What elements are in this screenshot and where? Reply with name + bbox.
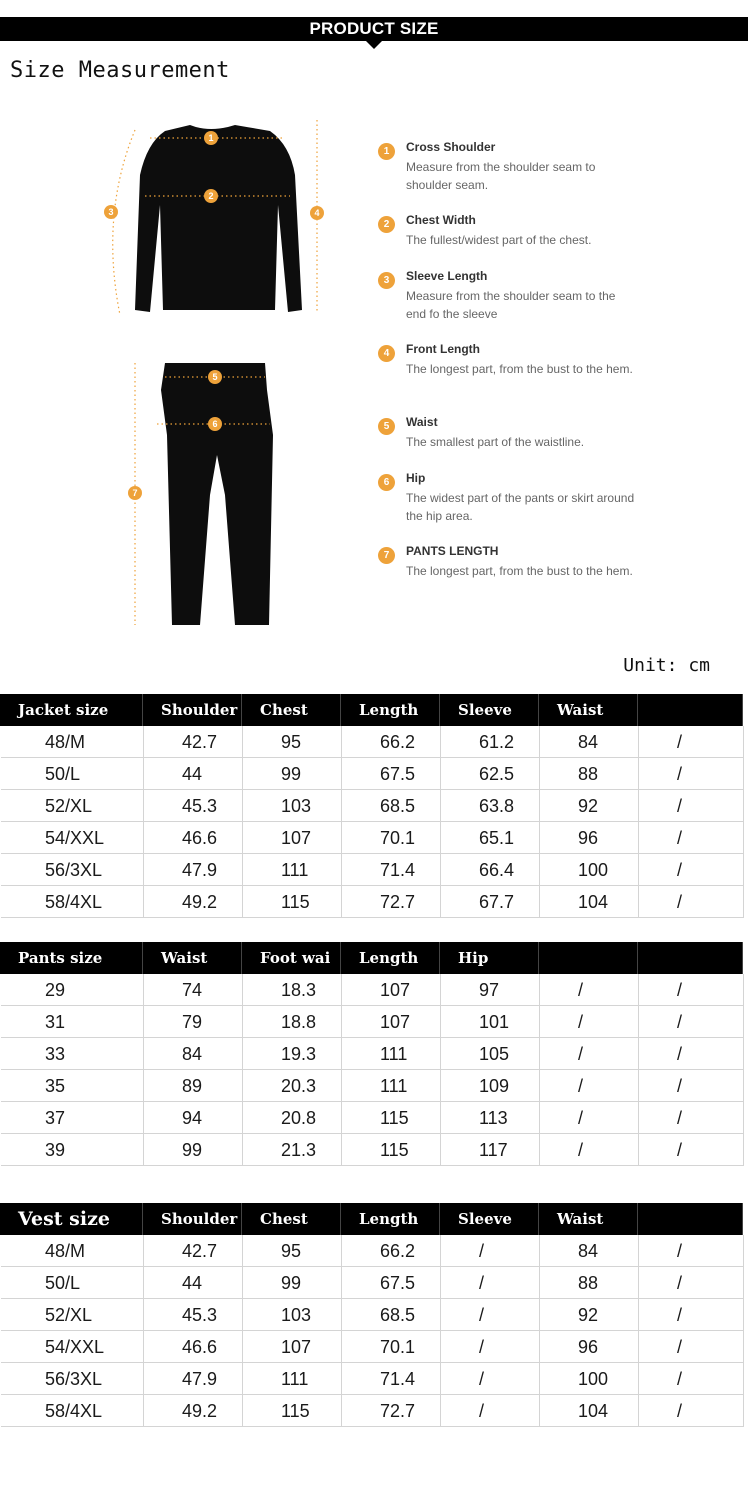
legend-number-badge: 3: [378, 272, 395, 289]
table-cell: 111: [342, 1038, 441, 1070]
table-row: [1, 758, 744, 790]
table-cell: 56/3XL: [1, 854, 144, 886]
table-cell: 95: [243, 726, 342, 758]
table-header-cell: Jacket size: [0, 694, 143, 726]
garment-illustration: [95, 105, 345, 640]
table-cell: 97: [441, 974, 540, 1006]
table-cell: 70.1: [342, 1331, 441, 1363]
legend-description: Measure from the shoulder seam to shoulder seam.: [406, 160, 596, 192]
table-cell: 62.5: [441, 758, 540, 790]
table-cell: /: [639, 1235, 744, 1267]
table-cell: 95: [243, 1235, 342, 1267]
table-cell: /: [639, 726, 744, 758]
table-cell: /: [639, 854, 744, 886]
table-cell: 96: [540, 822, 639, 854]
banner-notch: [366, 41, 382, 49]
table-cell: 45.3: [144, 1299, 243, 1331]
marker-label-1: 1: [208, 133, 214, 143]
table-cell: 96: [540, 1331, 639, 1363]
table-cell: /: [639, 1134, 744, 1166]
table-cell: 115: [243, 886, 342, 918]
table-header-cell: [638, 1203, 743, 1235]
table-cell: /: [639, 758, 744, 790]
table-row: [1, 1395, 744, 1427]
table-header-cell: [638, 694, 743, 726]
table-cell: /: [639, 822, 744, 854]
table-cell: 115: [342, 1102, 441, 1134]
marker-label-6: 6: [212, 419, 218, 429]
table-cell: 21.3: [243, 1134, 342, 1166]
table-cell: 39: [1, 1134, 144, 1166]
table-row: [1, 1299, 744, 1331]
table-cell: 88: [540, 1267, 639, 1299]
legend-number-badge: 7: [378, 547, 395, 564]
table-cell: /: [540, 1134, 639, 1166]
table-cell: 29: [1, 974, 144, 1006]
table-cell: 113: [441, 1102, 540, 1134]
table-cell: 111: [243, 1363, 342, 1395]
table-row: [1, 886, 744, 918]
table-header-row: [0, 942, 743, 974]
legend-description: The widest part of the pants or skirt around the hip area.: [406, 491, 635, 523]
legend-description: Measure from the shoulder seam to the end fo the sleeve: [406, 289, 616, 321]
pants-illustration: [161, 363, 273, 625]
marker-label-7: 7: [132, 488, 138, 498]
table-cell: 100: [540, 854, 639, 886]
table-cell: 103: [243, 790, 342, 822]
table-cell: /: [441, 1235, 540, 1267]
table-cell: /: [540, 1038, 639, 1070]
table-cell: 19.3: [243, 1038, 342, 1070]
table-cell: 18.3: [243, 974, 342, 1006]
table-cell: 65.1: [441, 822, 540, 854]
table-cell: 71.4: [342, 854, 441, 886]
table-row: [1, 1363, 744, 1395]
legend-number-badge: 2: [378, 216, 395, 233]
table-cell: 42.7: [144, 726, 243, 758]
table-row: [1, 1102, 744, 1134]
table-cell: /: [540, 1070, 639, 1102]
legend-number-badge: 6: [378, 474, 395, 491]
table-cell: 88: [540, 758, 639, 790]
table-cell: /: [639, 1102, 744, 1134]
table-cell: 52/XL: [1, 1299, 144, 1331]
table-cell: 33: [1, 1038, 144, 1070]
table-cell: 61.2: [441, 726, 540, 758]
table-cell: 66.2: [342, 726, 441, 758]
table-cell: /: [441, 1395, 540, 1427]
table-cell: 72.7: [342, 886, 441, 918]
table-cell: 117: [441, 1134, 540, 1166]
table-cell: 103: [243, 1299, 342, 1331]
table-header-cell: Waist: [539, 694, 638, 726]
table-header-cell: Shoulder: [143, 694, 242, 726]
table-cell: 56/3XL: [1, 1363, 144, 1395]
section-title: Size Measurement: [10, 58, 230, 83]
table-cell: 46.6: [144, 1331, 243, 1363]
table-cell: 50/L: [1, 758, 144, 790]
table-cell: 115: [342, 1134, 441, 1166]
table-cell: 66.4: [441, 854, 540, 886]
table-cell: 105: [441, 1038, 540, 1070]
table-cell: 31: [1, 1006, 144, 1038]
table-cell: 47.9: [144, 854, 243, 886]
table-cell: 99: [243, 1267, 342, 1299]
table-cell: /: [639, 790, 744, 822]
product-size-banner: [0, 17, 748, 41]
table-cell: 46.6: [144, 822, 243, 854]
table-header-cell: Length: [341, 942, 440, 974]
legend-description: The longest part, from the bust to the hem.: [406, 362, 633, 376]
table-cell: 101: [441, 1006, 540, 1038]
table-cell: 54/XXL: [1, 1331, 144, 1363]
table-row: [1, 1006, 744, 1038]
table-cell: 58/4XL: [1, 886, 144, 918]
table-header-cell: Chest: [242, 1203, 341, 1235]
table-cell: 68.5: [342, 1299, 441, 1331]
table-cell: 48/M: [1, 1235, 144, 1267]
table-cell: 52/XL: [1, 790, 144, 822]
table-header-row: [0, 694, 743, 726]
legend-title: Chest Width: [406, 213, 476, 227]
table-cell: /: [540, 1006, 639, 1038]
table-cell: 63.8: [441, 790, 540, 822]
table-cell: 48/M: [1, 726, 144, 758]
table-row: [1, 1331, 744, 1363]
table-row: [1, 1070, 744, 1102]
table-cell: 54/XXL: [1, 822, 144, 854]
table-cell: 107: [342, 1006, 441, 1038]
banner-title: PRODUCT SIZE: [309, 19, 439, 38]
table-cell: 44: [144, 758, 243, 790]
table-cell: 67.5: [342, 1267, 441, 1299]
table-header-cell: Foot wai: [242, 942, 341, 974]
table-cell: 107: [243, 822, 342, 854]
table-cell: 67.5: [342, 758, 441, 790]
table-cell: /: [639, 1038, 744, 1070]
table-cell: 44: [144, 1267, 243, 1299]
table-cell: 58/4XL: [1, 1395, 144, 1427]
legend-title: Cross Shoulder: [406, 140, 496, 154]
legend-title: Front Length: [406, 342, 480, 356]
table-cell: /: [441, 1299, 540, 1331]
table-cell: 84: [144, 1038, 243, 1070]
legend-number-badge: 1: [378, 143, 395, 160]
table-cell: 111: [342, 1070, 441, 1102]
table-header-cell: Hip: [440, 942, 539, 974]
table-cell: 49.2: [144, 886, 243, 918]
table-cell: 100: [540, 1363, 639, 1395]
table-cell: /: [639, 1299, 744, 1331]
table-cell: 35: [1, 1070, 144, 1102]
table-cell: 111: [243, 854, 342, 886]
table-cell: 66.2: [342, 1235, 441, 1267]
table-header-cell: Sleeve: [440, 1203, 539, 1235]
table-row: [1, 1235, 744, 1267]
table-header-cell: Waist: [539, 1203, 638, 1235]
table-header-row: [0, 1203, 743, 1235]
table-header-cell: [638, 942, 743, 974]
legend-description: The smallest part of the waistline.: [406, 435, 585, 449]
table-row: [1, 1134, 744, 1166]
table-cell: /: [441, 1363, 540, 1395]
table-cell: 49.2: [144, 1395, 243, 1427]
legend-description: The fullest/widest part of the chest.: [406, 233, 592, 247]
table-cell: 94: [144, 1102, 243, 1134]
table-row: [1, 854, 744, 886]
table-header-cell: Length: [341, 694, 440, 726]
table-header-cell: Pants size: [0, 942, 143, 974]
table-cell: /: [639, 886, 744, 918]
table-cell: 107: [342, 974, 441, 1006]
table-cell: /: [441, 1267, 540, 1299]
table-cell: 107: [243, 1331, 342, 1363]
table-cell: 72.7: [342, 1395, 441, 1427]
table-cell: 104: [540, 886, 639, 918]
table-cell: 42.7: [144, 1235, 243, 1267]
table-cell: /: [639, 1331, 744, 1363]
table-cell: /: [540, 1102, 639, 1134]
table-cell: 104: [540, 1395, 639, 1427]
table-cell: 74: [144, 974, 243, 1006]
table-row: [1, 1038, 744, 1070]
legend-title: Sleeve Length: [406, 269, 488, 283]
table-cell: 99: [243, 758, 342, 790]
table-cell: 84: [540, 1235, 639, 1267]
marker-label-3: 3: [108, 207, 114, 217]
table-cell: 68.5: [342, 790, 441, 822]
legend-number-badge: 4: [378, 345, 395, 362]
table-cell: 20.8: [243, 1102, 342, 1134]
table-header-cell: Vest size: [0, 1203, 143, 1235]
table-cell: /: [639, 1363, 744, 1395]
table-row: [1, 974, 744, 1006]
table-header-cell: Chest: [242, 694, 341, 726]
legend-description: The longest part, from the bust to the hem.: [406, 564, 633, 578]
unit-label: Unit: cm: [623, 655, 710, 676]
table-cell: /: [441, 1331, 540, 1363]
table-row: [1, 726, 744, 758]
table-cell: 70.1: [342, 822, 441, 854]
table-cell: 20.3: [243, 1070, 342, 1102]
table-cell: 109: [441, 1070, 540, 1102]
table-cell: /: [639, 1006, 744, 1038]
jacket-illustration: [135, 125, 302, 312]
table-header-cell: Length: [341, 1203, 440, 1235]
legend-title: Waist: [406, 415, 438, 429]
table-cell: 115: [243, 1395, 342, 1427]
table-cell: 18.8: [243, 1006, 342, 1038]
legend-title: Hip: [406, 471, 426, 485]
marker-label-4: 4: [314, 208, 320, 218]
table-row: [1, 790, 744, 822]
table-cell: 99: [144, 1134, 243, 1166]
table-cell: 47.9: [144, 1363, 243, 1395]
table-cell: 67.7: [441, 886, 540, 918]
table-header-cell: [539, 942, 638, 974]
table-header-cell: Sleeve: [440, 694, 539, 726]
table-cell: 92: [540, 790, 639, 822]
measurement-figure: [95, 105, 345, 640]
marker-label-5: 5: [212, 372, 218, 382]
table-cell: 45.3: [144, 790, 243, 822]
table-cell: /: [639, 1395, 744, 1427]
table-cell: /: [639, 1070, 744, 1102]
table-cell: 79: [144, 1006, 243, 1038]
marker-label-2: 2: [208, 191, 214, 201]
table-row: [1, 1267, 744, 1299]
table-cell: 50/L: [1, 1267, 144, 1299]
table-cell: 84: [540, 726, 639, 758]
table-cell: 37: [1, 1102, 144, 1134]
table-header-cell: Waist: [143, 942, 242, 974]
table-cell: 89: [144, 1070, 243, 1102]
table-cell: /: [540, 974, 639, 1006]
legend-title: PANTS LENGTH: [406, 544, 499, 558]
table-cell: 92: [540, 1299, 639, 1331]
table-cell: 71.4: [342, 1363, 441, 1395]
legend-number-badge: 5: [378, 418, 395, 435]
table-cell: /: [639, 974, 744, 1006]
table-row: [1, 822, 744, 854]
table-header-cell: Shoulder: [143, 1203, 242, 1235]
table-cell: /: [639, 1267, 744, 1299]
